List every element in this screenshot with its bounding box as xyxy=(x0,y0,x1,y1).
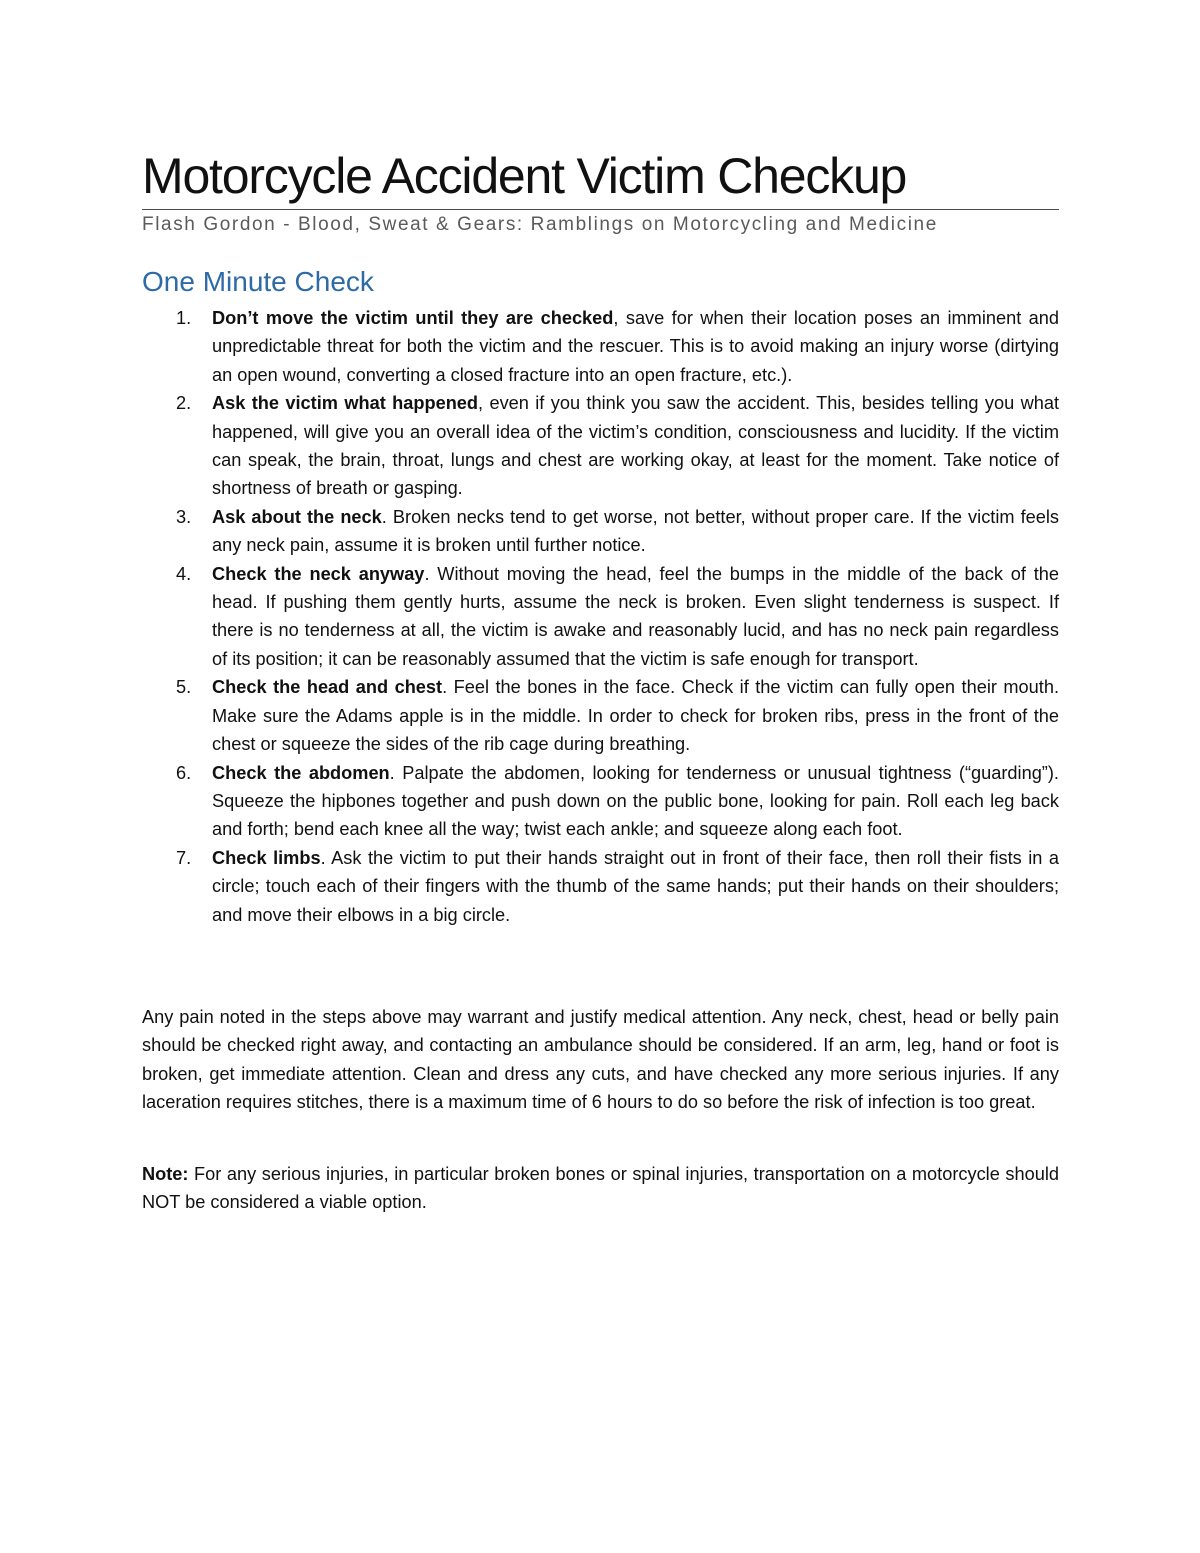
step-number: 4. xyxy=(176,563,192,584)
step-number: 2. xyxy=(176,393,192,414)
step-lead: Don’t move the victim until they are checked xyxy=(212,308,614,328)
title-divider xyxy=(142,209,1059,210)
step-number: 3. xyxy=(176,506,192,527)
list-item xyxy=(142,389,1059,503)
steps-list xyxy=(142,304,1059,929)
step-number: 6. xyxy=(176,762,192,783)
step-text: . Without moving the head, feel the bumps in the middle of the back of the head. If pushing them gently hurts, assume the neck is broken. Even slight tenderness is suspect. If there is no tenderness at all, the victim is awake and reasonably lucid, and has no neck pain regardless of its position; it can be reasonably assumed that the victim is safe enough for transport. xyxy=(212,563,1060,669)
step-lead: Check limbs xyxy=(212,847,321,868)
step-text: . Palpate the abdomen, looking for tenderness or unusual tightness (“guarding”). Squeeze the hipbones together and push down on the public bone, looking for pain. Roll each leg back and forth; bend each knee all the way; twist each ankle; and squeeze along each foot. xyxy=(212,762,1059,840)
step-number: 5. xyxy=(176,677,192,698)
step-number: 1. xyxy=(176,308,192,328)
document-title: Motorcycle Accident Victim Checkup xyxy=(142,148,907,204)
note-label: Note: xyxy=(142,1164,189,1184)
step-lead: Check the abdomen xyxy=(212,762,390,783)
list-item xyxy=(142,759,1059,844)
step-text: , even if you think you saw the accident. This, besides telling you what happened, will give you an overall idea of the victim’s condition, consciousness and lucidity. If the victim can speak, the brain, throat, lungs and chest are working okay, at least for the moment. Take notice of shortness of breath or gasping. xyxy=(212,393,1059,499)
step-text: . Feel the bones in the face. Check if the victim can fully open their mouth. Make sure the Adams apple is in the middle. In order to check for broken ribs, press in the front of the chest or squeeze the sides of the rib cage during breathing. xyxy=(212,677,1059,755)
list-item xyxy=(142,304,1059,389)
summary-paragraph: Any pain noted in the steps above may warrant and justify medical attention. Any neck, chest, head or belly pain should be checked right away, and contacting an ambulance should be considered. If an arm, leg, hand or foot is broken, get immediate attention. Clean and dress any cuts, and have checked any more serious injuries. If any laceration requires stitches, there is a maximum time of 6 hours to do so before the risk of infection is too great. xyxy=(142,1007,1059,1113)
step-text: . Ask the victim to put their hands straight out in front of their face, then roll their fists in a circle; touch each of their fingers with the thumb of the same hands; put their hands on their shoulders; and move their elbows in a big circle. xyxy=(212,847,1059,925)
step-lead: Ask about the neck xyxy=(212,506,382,527)
list-item xyxy=(142,560,1059,674)
step-lead: Check the neck anyway xyxy=(212,563,425,584)
step-text: . Broken necks tend to get worse, not better, without proper care. If the victim feels any neck pain, assume it is broken until further notice. xyxy=(212,506,1060,556)
list-item xyxy=(142,844,1059,929)
document-subtitle: Flash Gordon - Blood, Sweat & Gears: Ramblings on Motorcycling and Medicine xyxy=(142,214,938,235)
section-heading: One Minute Check xyxy=(142,266,374,297)
step-number: 7. xyxy=(176,847,192,868)
step-text: , save for when their location poses an imminent and unpredictable threat for both the victim and the rescuer. This is to avoid making an injury worse (dirtying an open wound, converting a closed fracture into an open fracture, etc.). xyxy=(212,308,1060,385)
list-item xyxy=(142,673,1059,758)
step-lead: Ask the victim what happened xyxy=(212,393,479,414)
step-lead: Check the head and chest xyxy=(212,677,443,698)
list-item xyxy=(142,503,1059,560)
note-text: For any serious injuries, in particular broken bones or spinal injuries, transportation on a motorcycle should NOT be considered a viable option. xyxy=(142,1164,1059,1213)
note-paragraph xyxy=(142,1160,1059,1217)
